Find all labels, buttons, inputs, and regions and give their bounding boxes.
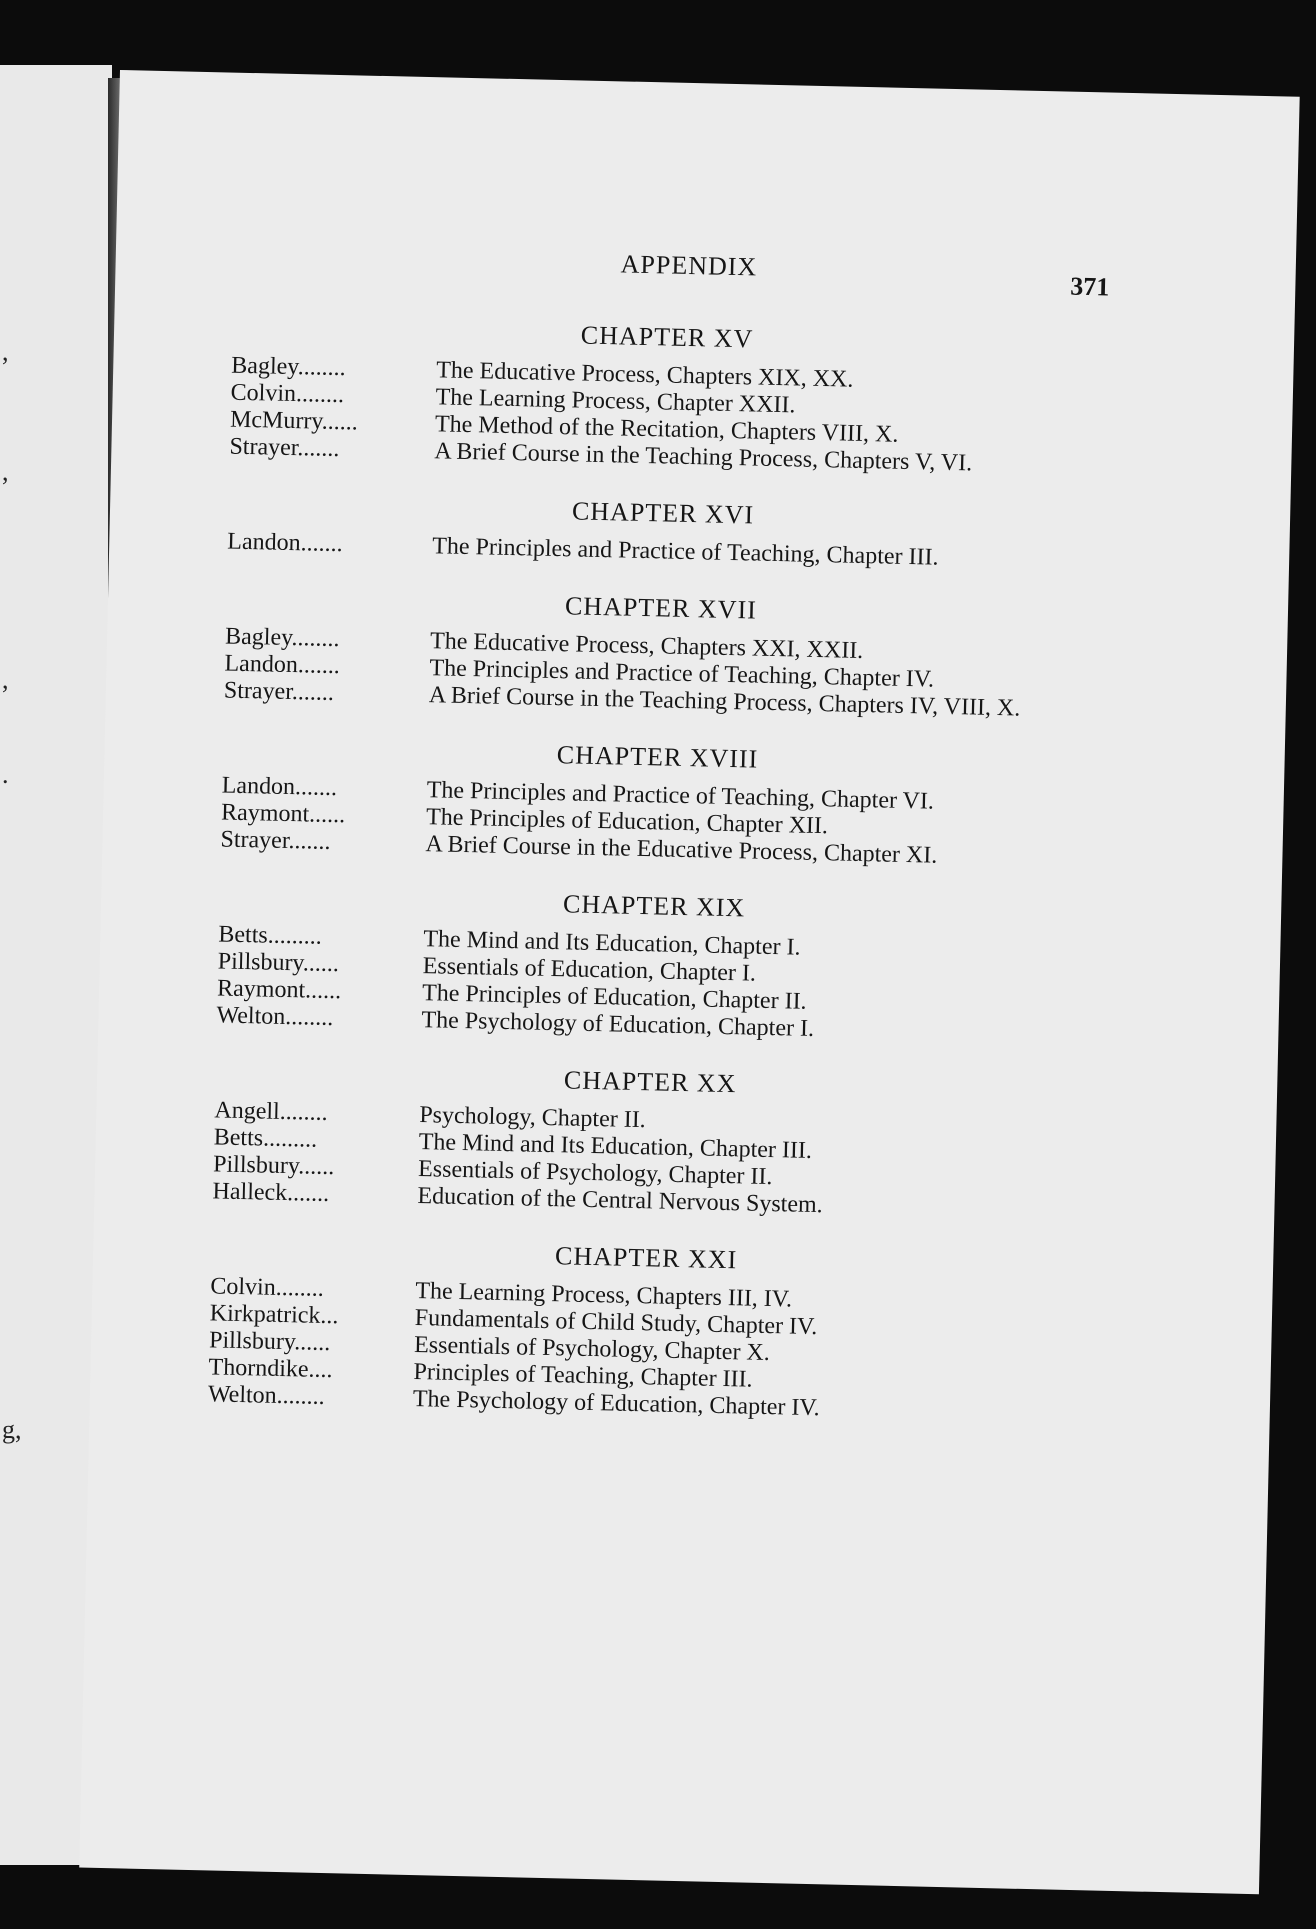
chapter-heading: CHAPTER XVII xyxy=(564,591,758,625)
entry-work: Principles of Teaching, Chapter III. xyxy=(413,1358,753,1393)
chapter-section xyxy=(220,733,1053,873)
entry-work: Essentials of Psychology, Chapter II. xyxy=(417,1156,773,1191)
chapter-heading: CHAPTER XX xyxy=(563,1065,737,1099)
entry-author: Kirkpatrick... xyxy=(209,1300,339,1330)
entry-author: Angell........ xyxy=(214,1097,329,1126)
entry-work: The Educative Process, Chapters XIX, XX. xyxy=(435,357,854,393)
chapter-section xyxy=(212,1057,1045,1224)
entry-work: The Psychology of Education, Chapter IV. xyxy=(412,1385,820,1422)
entry-author: Landon....... xyxy=(224,650,341,680)
entry-work: The Principles and Practice of Teaching, Chapter IV. xyxy=(429,655,935,693)
entry-work: The Method of the Recitation, Chapters VIII, X. xyxy=(434,411,899,448)
entry-work: Fundamentals of Child Study, Chapter IV. xyxy=(414,1305,818,1341)
bibliography-content xyxy=(207,313,1062,1456)
entry-work: The Mind and Its Education, Chapter III. xyxy=(418,1129,813,1164)
entry-author: Landon....... xyxy=(227,528,343,558)
entry-author: Halleck....... xyxy=(212,1178,330,1208)
entry-work: The Mind and Its Education, Chapter I. xyxy=(423,926,801,961)
chapter-section xyxy=(229,313,1062,480)
entry-work: The Learning Process, Chapters III, IV. xyxy=(415,1278,793,1313)
entry-work: The Principles and Practice of Teaching, Chapter III. xyxy=(431,533,939,571)
facing-page-mark: , xyxy=(2,457,9,486)
entry-work: The Principles of Education, Chapter XII. xyxy=(425,804,829,840)
facing-page-mark: , xyxy=(2,337,9,366)
facing-page-mark: g, xyxy=(2,1415,22,1444)
entry-author: Pillsbury...... xyxy=(208,1327,331,1357)
chapter-heading: CHAPTER XVI xyxy=(571,496,755,530)
entry-author: Raymont...... xyxy=(220,799,346,829)
running-head: APPENDIX xyxy=(620,249,758,282)
chapter-section xyxy=(208,1233,1042,1427)
page-number: 371 xyxy=(1070,271,1110,302)
reading-entry xyxy=(227,529,1057,575)
entry-author: Strayer....... xyxy=(220,826,331,855)
entry-author: Raymont...... xyxy=(216,975,342,1005)
entry-work: A Brief Course in the Teaching Process, Chapters V, VI. xyxy=(434,438,973,477)
entry-work: The Principles of Education, Chapter II. xyxy=(421,980,807,1015)
chapter-heading: CHAPTER XXI xyxy=(554,1241,738,1275)
entry-author: Strayer....... xyxy=(229,433,340,463)
entry-work: A Brief Course in the Educative Process, Chapter XI. xyxy=(425,831,938,869)
entry-work: The Learning Process, Chapter XXII. xyxy=(435,384,796,419)
entry-author: McMurry...... xyxy=(229,406,359,436)
entry-author: Strayer....... xyxy=(223,677,335,707)
entry-work: Essentials of Education, Chapter I. xyxy=(422,953,757,987)
entry-author: Pillsbury...... xyxy=(217,948,340,978)
entry-author: Pillsbury...... xyxy=(212,1151,335,1181)
chapter-section xyxy=(216,881,1049,1048)
entry-work: The Educative Process, Chapters XXI, XXII. xyxy=(429,628,864,665)
chapter-section xyxy=(224,584,1057,724)
entry-work: Essentials of Psychology, Chapter X. xyxy=(413,1332,771,1367)
entry-author: Colvin........ xyxy=(230,379,345,409)
entry-author: Bagley........ xyxy=(231,352,347,382)
entry-work: Psychology, Chapter II. xyxy=(419,1102,647,1134)
entry-work: The Principles and Practice of Teaching, Chapter VI. xyxy=(426,777,935,815)
entry-author: Thorndike.... xyxy=(208,1354,333,1384)
chapter-heading: CHAPTER XIX xyxy=(562,889,746,923)
book-page xyxy=(79,70,1299,1894)
chapter-heading: CHAPTER XV xyxy=(580,320,754,354)
entry-work: The Psychology of Education, Chapter I. xyxy=(421,1007,815,1042)
chapter-section xyxy=(227,489,1058,575)
entry-author: Colvin........ xyxy=(210,1273,325,1302)
entry-work: Education of the Central Nervous System. xyxy=(417,1183,823,1219)
chapter-heading: CHAPTER XVIII xyxy=(556,740,759,774)
entry-author: Landon....... xyxy=(221,772,338,802)
entry-author: Betts......... xyxy=(218,921,323,950)
facing-page-mark: . xyxy=(2,760,9,789)
entry-author: Betts......... xyxy=(213,1124,318,1153)
entry-author: Bagley........ xyxy=(224,623,340,653)
entry-author: Welton........ xyxy=(207,1381,325,1410)
page-header xyxy=(115,238,1296,305)
facing-page-mark: , xyxy=(2,665,9,694)
entry-author: Welton........ xyxy=(216,1002,334,1032)
entry-work: A Brief Course in the Teaching Process, Chapters IV, VIII, X. xyxy=(428,682,1021,722)
